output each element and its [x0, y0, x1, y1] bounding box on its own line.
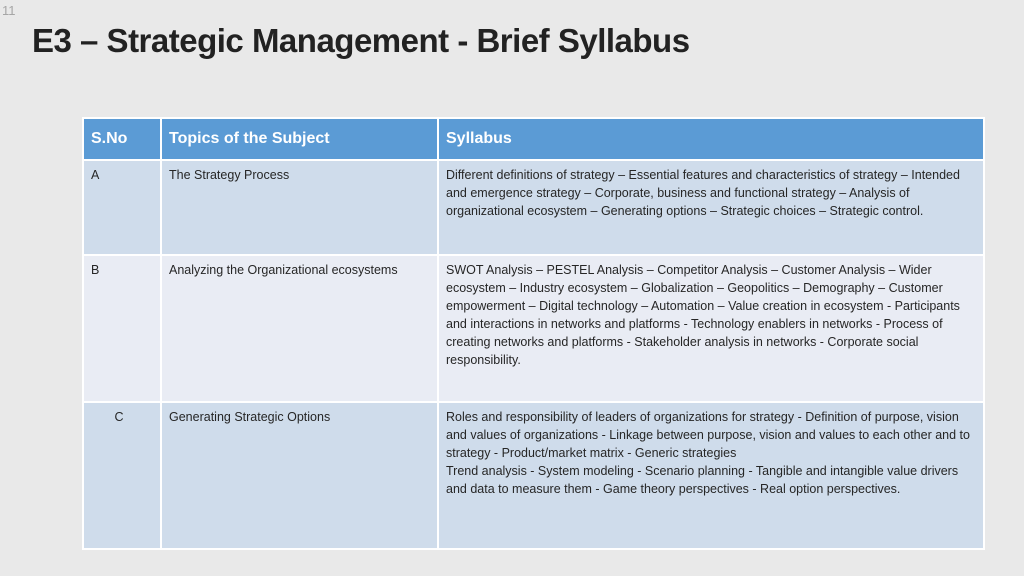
table-row — [83, 160, 984, 255]
row-syllabus — [438, 255, 984, 402]
table-header-row — [83, 118, 984, 160]
syllabus-text: Roles and responsibility of leaders of organizations for strategy - Definition of purpose, vision and values of organizations - Linkage between purpose, vision and values to each other and to strategy - Product/market matrix - Generic strategies — [446, 410, 970, 460]
row-topic: Analyzing the Organizational ecosystems — [161, 255, 438, 402]
syllabus-text: SWOT Analysis – PESTEL Analysis – Competitor Analysis – Customer Analysis – Wider ecosystem – Industry ecosystem – Globalization – Geopolitics – Demography – Customer empowerment – Digital technology – Automation – Value creation in ecosystem - Participants and interactions in networks and platforms - Technology enablers in networks - Process of creating networks and platforms - Stakeholder analysis in networks - Corporate social responsibility. — [446, 263, 960, 367]
row-topic: The Strategy Process — [161, 160, 438, 255]
header-topic: Topics of the Subject — [161, 118, 438, 160]
syllabus-text: Different definitions of strategy – Essential features and characteristics of strategy – Intended and emergence strategy – Corporate, business and functional strategy – Analysis of organizational ecosystem – Generating options – Strategic choices – Strategic control. — [446, 168, 960, 218]
row-syllabus — [438, 160, 984, 255]
row-sno: C — [83, 402, 161, 549]
header-syllabus: Syllabus — [438, 118, 984, 160]
table-row — [83, 255, 984, 402]
header-sno: S.No — [83, 118, 161, 160]
row-syllabus — [438, 402, 984, 549]
page-title: E3 – Strategic Management - Brief Syllabus — [32, 22, 690, 59]
row-sno: A — [83, 160, 161, 255]
table-row — [83, 402, 984, 549]
row-topic: Generating Strategic Options — [161, 402, 438, 549]
syllabus-table — [82, 117, 985, 550]
syllabus-text: Trend analysis - System modeling - Scenario planning - Tangible and intangible value drivers and data to measure them - Game theory perspectives - Real option perspectives. — [446, 464, 959, 496]
row-sno: B — [83, 255, 161, 402]
slide-number: 11 — [2, 3, 16, 18]
